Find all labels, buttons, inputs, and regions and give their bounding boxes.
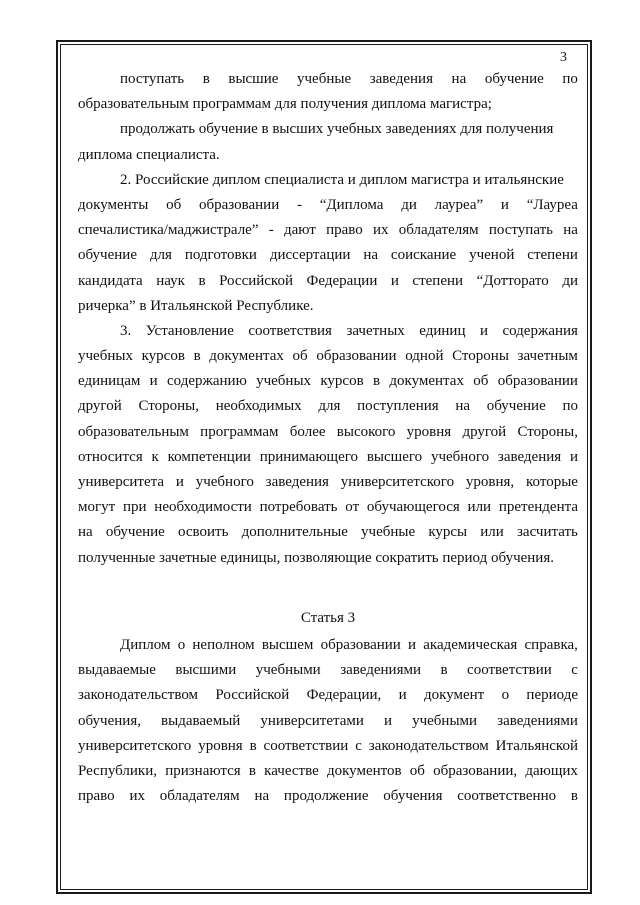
paragraph-2 <box>78 168 578 319</box>
word: Российской <box>219 272 293 289</box>
word: в <box>249 737 257 754</box>
word: образовании <box>497 373 578 390</box>
word: учебными <box>255 662 321 679</box>
word: - <box>268 222 274 239</box>
word: и <box>408 636 417 653</box>
word: образовательным <box>78 423 189 440</box>
word: и <box>149 373 158 390</box>
text-line <box>78 520 578 545</box>
word: академическая <box>423 636 518 653</box>
word: право <box>326 222 363 239</box>
word: и <box>500 196 509 213</box>
word: высокого <box>336 423 396 440</box>
text-line <box>78 193 578 218</box>
word: освоить <box>177 524 229 541</box>
word: документов <box>326 762 402 779</box>
text-line <box>78 269 578 294</box>
text-line <box>78 658 578 683</box>
word: об <box>166 196 182 213</box>
word: документ <box>423 687 485 704</box>
text-line <box>78 67 578 92</box>
word: единицам <box>78 373 141 390</box>
word: заведениями <box>340 662 421 679</box>
word: на <box>563 222 578 239</box>
word: дают <box>283 222 316 239</box>
text-line: образовательным программам для получения диплома магистра; <box>78 96 492 113</box>
word: по <box>562 398 578 415</box>
word: качестве <box>264 762 319 779</box>
text-line <box>78 683 578 708</box>
document-body <box>78 67 578 809</box>
word: документах <box>389 373 464 390</box>
word: на <box>254 788 270 805</box>
text-line <box>78 319 578 344</box>
word: для <box>149 247 172 264</box>
word: высшего <box>366 448 423 465</box>
text-line <box>78 243 578 268</box>
text-line <box>78 445 578 470</box>
page-number: 3 <box>560 50 567 65</box>
word: могут <box>78 499 116 516</box>
word: зачетных <box>346 322 405 339</box>
word: в <box>202 71 210 87</box>
word: и <box>398 687 407 704</box>
text-line <box>78 734 578 759</box>
word: к <box>151 448 159 465</box>
word: ди <box>401 196 417 213</box>
word: и <box>175 474 184 490</box>
word: которые <box>526 474 578 490</box>
text-line <box>78 218 578 243</box>
word: обучение <box>486 398 546 415</box>
word: Стороны, <box>138 398 199 415</box>
word: Установление <box>145 322 234 339</box>
word: “Лауреа <box>526 196 578 213</box>
word: учебные <box>361 524 416 541</box>
word: образовании, <box>433 762 518 779</box>
word: документы <box>78 196 149 213</box>
word: и <box>569 448 578 465</box>
word: ученой <box>469 247 515 264</box>
text-line <box>78 470 578 495</box>
word: и <box>479 322 488 339</box>
word: другой <box>462 423 507 440</box>
text-line <box>78 633 578 658</box>
word: соответствия <box>248 322 332 339</box>
word: кандидата <box>78 272 143 289</box>
spacer <box>78 571 578 596</box>
word: в <box>193 348 201 365</box>
word: курсов <box>141 348 185 365</box>
word: признаются <box>165 762 241 779</box>
word: Республики, <box>78 762 157 779</box>
text-line <box>78 369 578 394</box>
text-line <box>78 394 578 419</box>
article-heading: Статья 3 <box>300 609 356 626</box>
word: учебных <box>256 373 312 390</box>
word: уровня <box>406 423 452 440</box>
word: учебных <box>78 348 133 365</box>
word: на <box>78 524 93 541</box>
word: образовании <box>316 348 397 365</box>
word: высшем <box>261 636 314 653</box>
word: курсов <box>320 373 364 390</box>
word: их <box>129 788 145 805</box>
paragraph-3 <box>78 319 578 571</box>
word: - <box>296 196 302 213</box>
word: неполном <box>192 636 255 653</box>
word: продолжение <box>283 788 369 805</box>
word: заведения <box>497 448 562 465</box>
word: обучения <box>383 788 443 805</box>
word: обучающегося <box>366 499 460 516</box>
word: в <box>570 788 578 805</box>
word: компетенции <box>167 448 251 465</box>
word: о <box>501 687 510 704</box>
text-line: 2. Российские диплом специалиста и диплом магистра и итальянские <box>120 171 564 188</box>
word: соответственно <box>457 788 557 805</box>
word: законодательством <box>78 687 199 704</box>
word: дающих <box>525 762 578 779</box>
word: диссертации <box>269 247 351 264</box>
word: и <box>383 712 393 729</box>
word: Стороны, <box>517 423 578 440</box>
text-line: продолжать обучение в высших учебных заведениях для получения <box>120 121 554 138</box>
text-line: диплома специалиста. <box>78 146 220 163</box>
word: об <box>473 373 489 390</box>
word: выдаваемый <box>161 712 241 729</box>
word: лауреа” <box>434 196 484 213</box>
word: или <box>467 499 492 516</box>
word: университета <box>78 474 165 490</box>
word: обучения, <box>78 712 141 729</box>
word: засчитать <box>516 524 578 541</box>
word: заведения <box>369 71 433 87</box>
word: единиц <box>419 322 466 339</box>
word: об <box>292 348 308 365</box>
text-line: ричерка” в Итальянской Республике. <box>78 297 314 314</box>
word: зачетным <box>517 348 578 365</box>
word: в <box>198 272 206 289</box>
word: в <box>372 373 381 390</box>
paragraph-continuation <box>78 67 578 117</box>
word: Федерации, <box>306 687 382 704</box>
word: с <box>571 662 578 679</box>
word: университетского <box>78 737 192 754</box>
word: от <box>345 499 360 516</box>
text-line <box>78 495 578 520</box>
word: необходимости <box>154 499 252 516</box>
word: право <box>78 788 115 805</box>
word: принимающего <box>259 448 359 465</box>
word: законодательством <box>368 737 489 754</box>
word: “Дотторато <box>476 272 549 289</box>
word: для <box>318 398 341 415</box>
word: потребовать <box>259 499 338 516</box>
text-line: полученные зачетные единицы, позволяющие сократить период обучения. <box>78 549 554 566</box>
paragraph <box>78 117 578 167</box>
word: одной <box>405 348 444 365</box>
word: курсы <box>428 524 468 541</box>
word: учебные <box>297 71 352 87</box>
word: претендента <box>498 499 578 516</box>
word: уровня <box>198 737 243 754</box>
word: справка, <box>524 636 578 653</box>
word: Итальянской <box>495 737 578 754</box>
word: Стороны <box>452 348 509 365</box>
word: обладателям <box>159 788 240 805</box>
word: необходимых <box>215 398 302 415</box>
word: заведениями <box>497 712 578 729</box>
word: документах <box>209 348 284 365</box>
word: на <box>451 71 467 87</box>
word: степени <box>412 272 464 289</box>
word: соискание <box>390 247 457 264</box>
word: или <box>480 524 504 541</box>
word: более <box>289 423 326 440</box>
word: степени <box>527 247 578 264</box>
word: обучение <box>105 524 165 541</box>
word: уровня, <box>465 474 515 490</box>
text-line <box>78 344 578 369</box>
word: ди <box>562 272 578 289</box>
word: другой <box>78 398 122 415</box>
word: программам <box>200 423 279 440</box>
word: соответствии <box>263 737 349 754</box>
word: Российской <box>215 687 290 704</box>
text-line <box>78 784 578 809</box>
word: учебного <box>430 448 490 465</box>
word: Федерации <box>306 272 378 289</box>
word: высшие <box>228 71 279 87</box>
word: на <box>455 398 471 415</box>
word: содержанию <box>166 373 247 390</box>
word: на <box>363 247 379 264</box>
word: в <box>248 762 256 779</box>
word: наук <box>156 272 185 289</box>
word: выдаваемые <box>78 662 156 679</box>
word: и <box>390 272 399 289</box>
word: высшими <box>175 662 237 679</box>
word: учебного <box>195 474 254 490</box>
word: поступления <box>357 398 439 415</box>
word: образовании <box>320 636 401 653</box>
word: поступать <box>120 71 185 87</box>
word: относится <box>78 448 143 465</box>
word: спечалистика/маджистрале” <box>78 222 259 239</box>
word: поступать <box>488 222 553 239</box>
word: образовании <box>198 196 280 213</box>
word: учебными <box>412 712 478 729</box>
word: обладателям <box>398 222 479 239</box>
word: заведения <box>265 474 329 490</box>
word: 3. <box>120 322 132 339</box>
word: периоде <box>526 687 578 704</box>
word: по <box>562 71 578 87</box>
word: университетского <box>340 474 455 490</box>
word: о <box>177 636 186 653</box>
text-line <box>78 709 578 734</box>
word: подготовки <box>184 247 257 264</box>
text-line <box>78 420 578 445</box>
word: соответствии <box>467 662 552 679</box>
text-line <box>78 759 578 784</box>
word: обучение <box>78 247 137 264</box>
word: дополнительные <box>241 524 348 541</box>
word: в <box>440 662 448 679</box>
word: университетами <box>260 712 364 729</box>
word: “Диплома <box>319 196 384 213</box>
word: содержания <box>502 322 578 339</box>
word: при <box>122 499 147 516</box>
word: обучение <box>484 71 544 87</box>
word: с <box>355 737 362 754</box>
word: Диплом <box>120 636 171 653</box>
article-3-paragraph <box>78 633 578 809</box>
word: их <box>372 222 389 239</box>
word: об <box>409 762 425 779</box>
